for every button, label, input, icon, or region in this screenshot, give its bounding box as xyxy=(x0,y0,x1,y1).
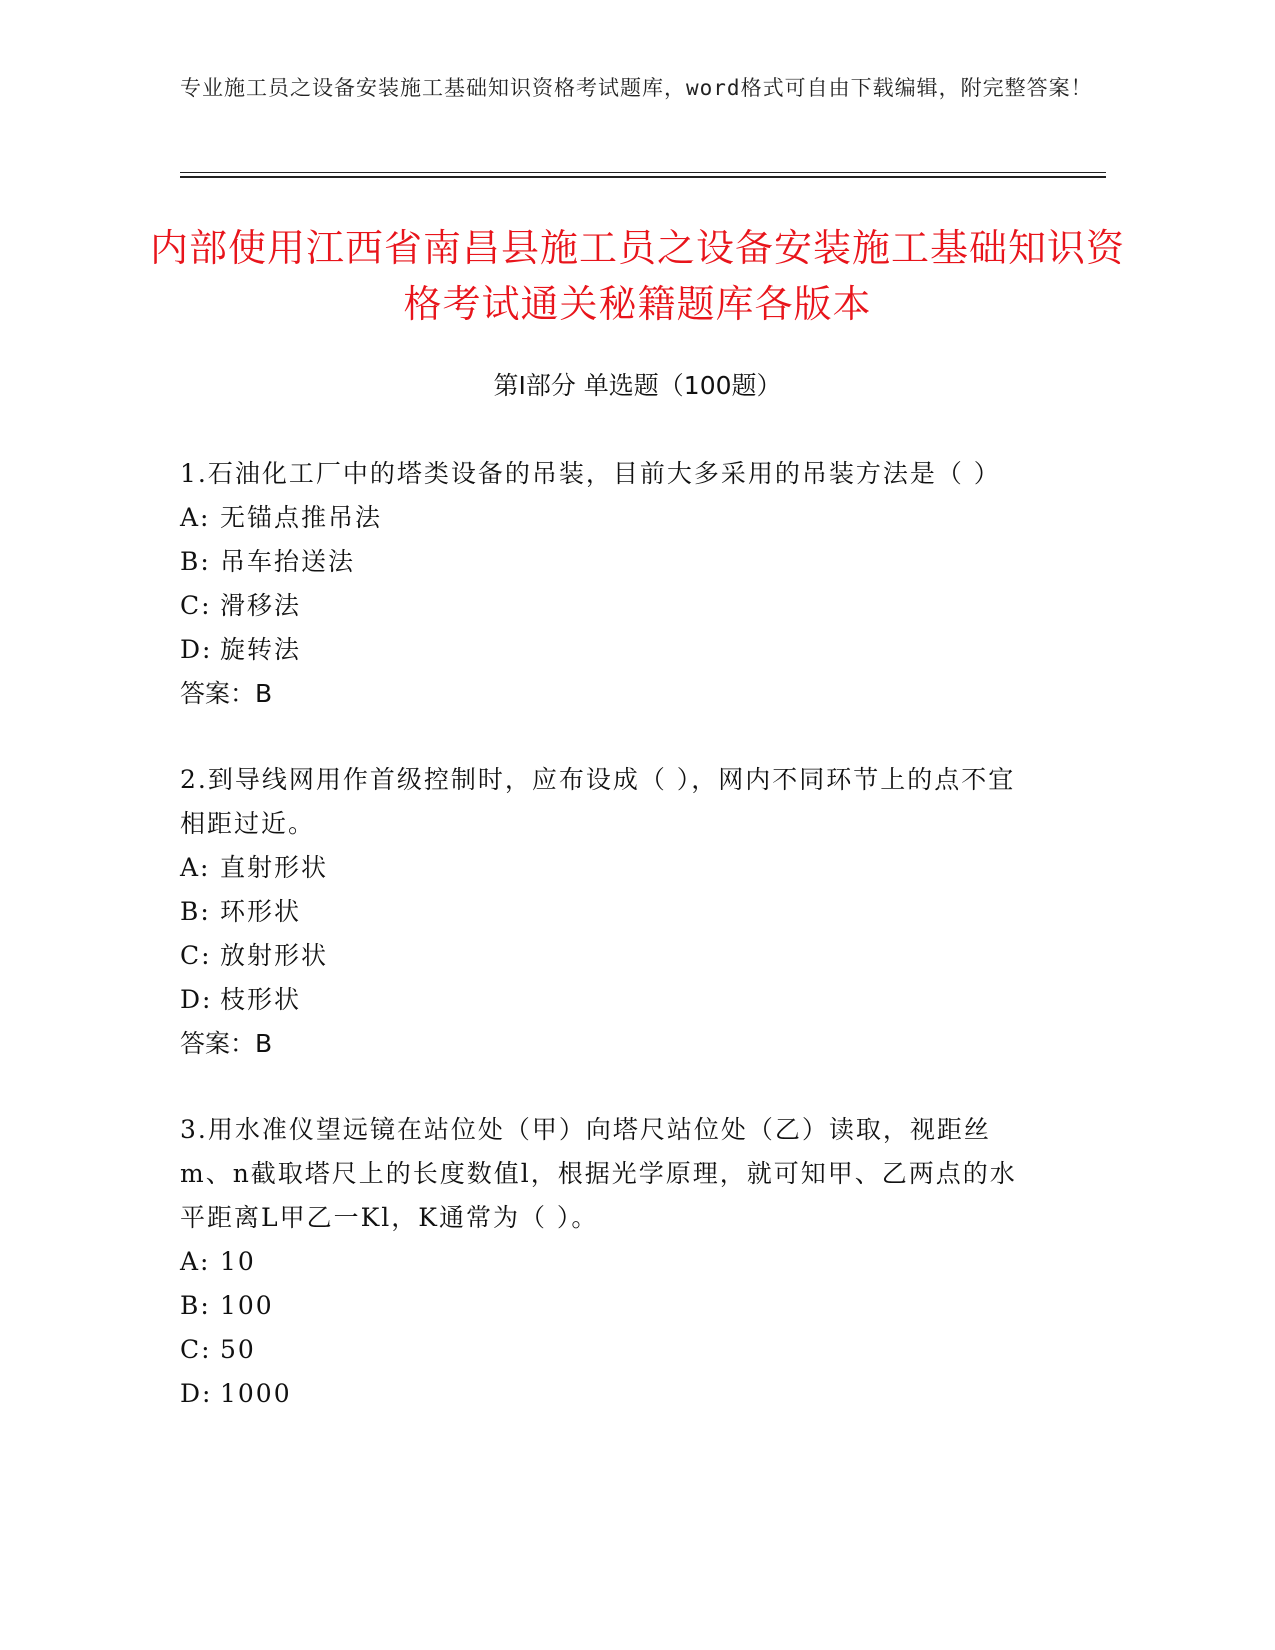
option-text: 环形状 xyxy=(220,897,302,926)
header-divider-thick xyxy=(180,176,1106,178)
option-text: 无锚点推吊法 xyxy=(220,503,383,532)
answer-line xyxy=(180,1022,1040,1066)
option-a xyxy=(180,846,1040,890)
option-d xyxy=(180,628,1040,672)
answer-value: B xyxy=(255,679,273,708)
question-item xyxy=(180,1108,1040,1416)
option-text: 100 xyxy=(220,1291,274,1320)
option-text: 滑移法 xyxy=(220,591,302,620)
option-text: 50 xyxy=(220,1335,256,1364)
option-text: 放射形状 xyxy=(220,941,329,970)
question-item xyxy=(180,452,1040,716)
option-d xyxy=(180,1372,1040,1416)
option-letter: B: xyxy=(180,1291,211,1320)
option-letter: C: xyxy=(180,1335,212,1364)
document-title: 内部使用江西省南昌县施工员之设备安装施工基础知识资格考试通关秘籍题库各版本 xyxy=(150,226,1126,326)
question-stem: 2.到导线网用作首级控制时，应布设成（ ），网内不同环节上的点不宜相距过近。 xyxy=(180,765,1016,838)
question-list xyxy=(180,452,1040,1458)
question-stem: 1.石油化工厂中的塔类设备的吊装，目前大多采用的吊装方法是（ ） xyxy=(180,459,1001,488)
option-d xyxy=(180,978,1040,1022)
option-text: 吊车抬送法 xyxy=(220,547,356,576)
question-stem: 3.用水准仪望远镜在站位处（甲）向塔尺站位处（乙）读取，视距丝m、n截取塔尺上的长度数值l，根据光学原理，就可知甲、乙两点的水平距离L甲乙一Kl，K通常为（ ）。 xyxy=(180,1115,1017,1232)
option-text: 枝形状 xyxy=(220,985,302,1014)
answer-label: 答案： xyxy=(180,679,256,708)
option-letter: A: xyxy=(180,853,211,882)
header-divider-thin xyxy=(180,172,1106,173)
option-c xyxy=(180,1328,1040,1372)
answer-label: 答案： xyxy=(180,1029,256,1058)
option-c xyxy=(180,934,1040,978)
option-letter: A: xyxy=(180,1247,211,1276)
option-letter: D: xyxy=(180,635,213,664)
option-a xyxy=(180,496,1040,540)
option-letter: B: xyxy=(180,547,211,576)
option-b xyxy=(180,540,1040,584)
option-letter: A: xyxy=(180,503,211,532)
option-letter: B: xyxy=(180,897,211,926)
option-text: 直射形状 xyxy=(220,853,329,882)
option-a xyxy=(180,1240,1040,1284)
option-b xyxy=(180,890,1040,934)
option-b xyxy=(180,1284,1040,1328)
answer-value: B xyxy=(255,1029,273,1058)
option-letter: D: xyxy=(180,1379,213,1408)
header-note: 专业施工员之设备安装施工基础知识资格考试题库，word格式可自由下载编辑，附完整答案！ xyxy=(180,76,1093,100)
option-letter: C: xyxy=(180,941,212,970)
section-heading: 第Ⅰ部分 单选题（100题） xyxy=(493,371,782,400)
answer-line xyxy=(180,672,1040,716)
option-letter: D: xyxy=(180,985,213,1014)
option-text: 1000 xyxy=(220,1379,292,1408)
option-letter: C: xyxy=(180,591,212,620)
option-text: 10 xyxy=(220,1247,256,1276)
option-c xyxy=(180,584,1040,628)
option-text: 旋转法 xyxy=(220,635,302,664)
question-item xyxy=(180,758,1040,1066)
